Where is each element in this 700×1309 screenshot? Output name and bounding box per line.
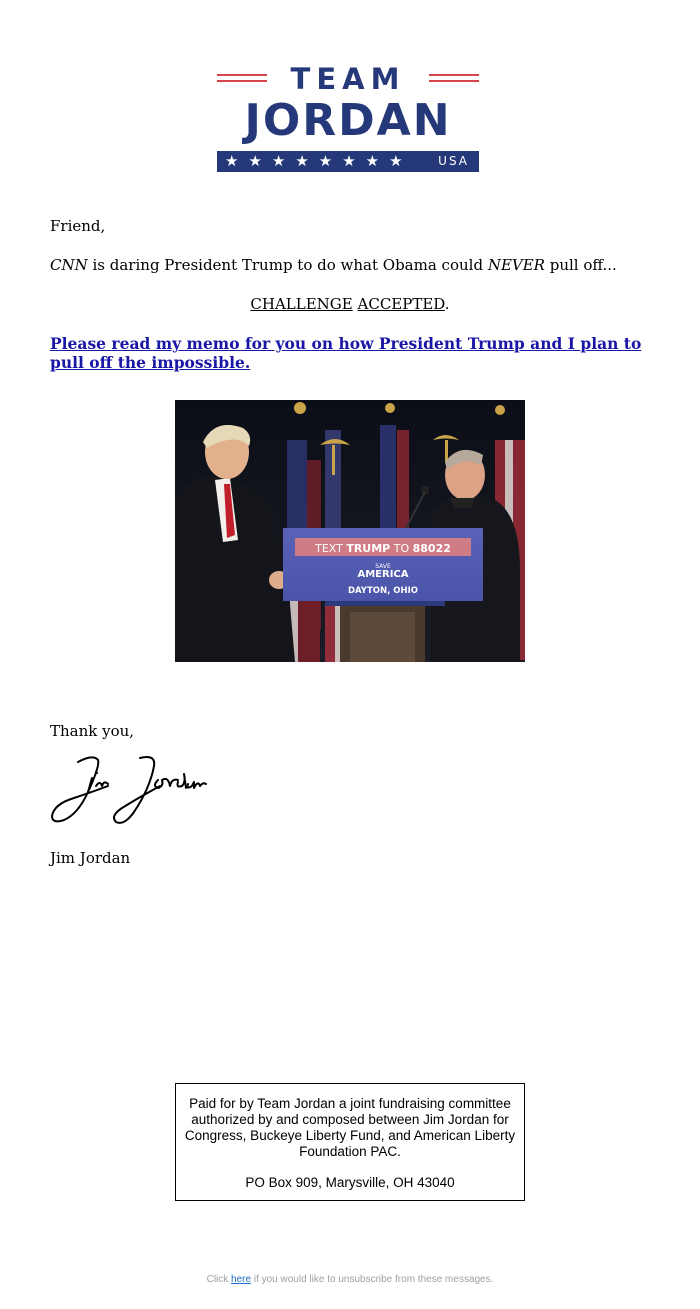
signature-drawing (48, 752, 208, 828)
never-text: NEVER (487, 256, 545, 274)
logo-usa-text: USA (438, 154, 469, 168)
signature-name: Jim Jordan (50, 849, 131, 867)
podium-location: DAYTON, OHIO (347, 586, 419, 596)
podium-save: SAVE (375, 563, 391, 570)
challenge-accepted-line (50, 295, 650, 314)
logo-jordan-text: JORDAN (244, 95, 452, 146)
logo-stars: ★★★★★★★★ (225, 152, 413, 170)
memo-link[interactable]: Please read my memo for you on how President Trump and I plan to pull off the impossible. (50, 334, 642, 372)
unsubscribe-link[interactable]: here (231, 1274, 252, 1285)
handwritten-signature (48, 752, 208, 828)
intro-middle: is daring President Trump to do what Obama could (87, 256, 488, 274)
footer-post: if you would like to unsubscribe from these messages. (251, 1274, 494, 1285)
cnn-text: CNN (50, 256, 88, 274)
podium-text-line: TEXT TRUMP TO 88022 (315, 542, 451, 555)
challenge-period: . (444, 295, 450, 313)
logo-team-text: TEAM (290, 62, 406, 96)
intro-line (50, 256, 650, 275)
footer-pre: Click (206, 1274, 232, 1285)
podium-america: AMERICA (357, 569, 409, 580)
challenge-word: CHALLENGE (250, 295, 353, 313)
rally-photo-illustration (175, 400, 525, 662)
team-jordan-logo (217, 62, 479, 172)
paid-for-text: Paid for by Team Jordan a joint fundraising committee authorized by and composed between Jim Jordan for Congress, Buckeye Liberty Fund, and American Liberty Foundation PAC. (184, 1096, 516, 1159)
mailing-address: PO Box 909, Marysville, OH 43040 (245, 1175, 455, 1190)
intro-end: pull off... (544, 256, 617, 274)
unsubscribe-footer (0, 1274, 700, 1285)
rally-photo[interactable] (175, 400, 525, 662)
greeting: Friend, (50, 217, 106, 235)
paid-for-disclaimer-box (175, 1083, 525, 1201)
logo-banner (217, 151, 479, 172)
logo-top-row (217, 62, 479, 96)
accepted-word: ACCEPTED (357, 295, 445, 313)
closing: Thank you, (50, 722, 135, 740)
